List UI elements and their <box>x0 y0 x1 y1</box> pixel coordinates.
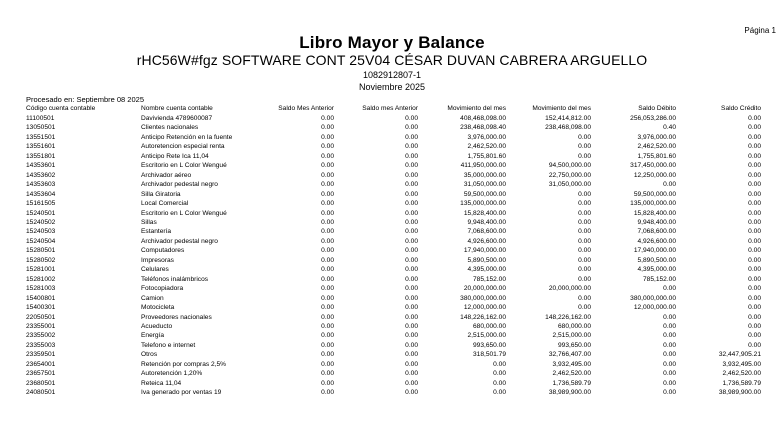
table-row <box>26 284 761 293</box>
company-nit: 1082912807-1 <box>362 70 422 80</box>
amount-cell: 17,940,000.00 <box>633 247 676 255</box>
amount-cell: 0.00 <box>748 341 761 349</box>
amount-cell: 0.00 <box>321 379 334 387</box>
amount-cell: 20,000,000.00 <box>548 285 591 293</box>
amount-cell: 0.00 <box>663 341 676 349</box>
table-row <box>26 313 761 322</box>
amount-cell: 0.00 <box>748 266 761 274</box>
ledger-table <box>26 104 761 398</box>
amount-cell: 0.00 <box>405 209 418 217</box>
amount-cell: 12,000,000.00 <box>463 304 506 312</box>
table-row <box>26 171 761 180</box>
amount-cell: 0.00 <box>663 360 676 368</box>
table-row <box>26 152 761 161</box>
amount-cell: 256,053,286.00 <box>630 115 676 122</box>
amount-cell: 3,976,000.00 <box>467 133 506 141</box>
table-row <box>26 303 761 312</box>
amount-cell: 0.00 <box>405 247 418 255</box>
table-row <box>26 265 761 274</box>
table-row <box>26 161 761 170</box>
account-name: Teléfonos inalámbricos <box>141 275 209 283</box>
account-code: 15281001 <box>26 266 56 274</box>
amount-cell: 0.00 <box>321 143 334 151</box>
account-name: Impresoras <box>141 256 174 264</box>
column-header: Saldo Débito <box>638 105 676 112</box>
amount-cell: 0.00 <box>405 389 418 397</box>
amount-cell: 0.00 <box>405 200 418 208</box>
amount-cell: 0.00 <box>748 313 761 321</box>
amount-cell: 2,462,520.00 <box>552 370 591 378</box>
amount-cell: 0.00 <box>321 370 334 378</box>
amount-cell: 17,940,000.00 <box>463 247 506 255</box>
table-row <box>26 123 761 132</box>
account-code: 15281003 <box>26 285 56 293</box>
account-code: 14353602 <box>26 171 56 179</box>
account-name: Iva generado por ventas 19 <box>141 389 222 397</box>
account-code: 13050501 <box>26 124 56 132</box>
amount-cell: 148,226,162.00 <box>460 313 506 321</box>
amount-cell: 0.00 <box>321 285 334 293</box>
account-name: Escritorio en L Color Wengué <box>141 209 227 217</box>
account-name: Local Comercial <box>141 200 189 208</box>
amount-cell: 4,926,600.00 <box>637 237 676 245</box>
amount-cell: 0.00 <box>405 351 418 359</box>
account-code: 23657501 <box>26 370 56 378</box>
amount-cell: 318,501.79 <box>472 351 506 359</box>
table-row <box>26 190 761 199</box>
amount-cell: 993,650.00 <box>472 341 506 349</box>
account-code: 14353603 <box>26 181 56 189</box>
account-code: 15400801 <box>26 294 56 302</box>
account-code: 14353604 <box>26 190 56 198</box>
account-name: Escritorio en L Color Wengué <box>141 162 227 170</box>
amount-cell: 0.00 <box>578 275 591 283</box>
amount-cell: 0.00 <box>321 389 334 397</box>
amount-cell: 0.00 <box>321 341 334 349</box>
amount-cell: 0.00 <box>405 162 418 170</box>
amount-cell: 0.00 <box>405 152 418 160</box>
column-header: Saldo Crédito <box>721 105 761 112</box>
amount-cell: 0.00 <box>748 133 761 141</box>
table-row <box>26 142 761 151</box>
amount-cell: 4,395,000.00 <box>467 266 506 274</box>
account-code: 13551601 <box>26 143 56 151</box>
amount-cell: 0.00 <box>663 332 676 340</box>
amount-cell: 0.00 <box>493 370 506 378</box>
amount-cell: 35,000,000.00 <box>463 171 506 179</box>
table-row <box>26 227 761 236</box>
amount-cell: 0.00 <box>321 115 334 122</box>
amount-cell: 0.00 <box>663 389 676 397</box>
amount-cell: 0.00 <box>405 322 418 330</box>
amount-cell: 0.00 <box>321 294 334 302</box>
amount-cell: 0.00 <box>493 379 506 387</box>
amount-cell: 0.00 <box>663 313 676 321</box>
account-code: 22050501 <box>26 313 56 321</box>
amount-cell: 12,250,000.00 <box>633 171 676 179</box>
amount-cell: 20,000,000.00 <box>463 285 506 293</box>
report-title: Libro Mayor y Balance <box>299 33 485 52</box>
amount-cell: 0.00 <box>321 124 334 132</box>
table-row <box>26 360 761 369</box>
amount-cell: 7,068,600.00 <box>637 228 676 236</box>
amount-cell: 317,450,000.00 <box>630 162 676 170</box>
amount-cell: 0.00 <box>321 351 334 359</box>
amount-cell: 0.00 <box>748 322 761 330</box>
amount-cell: 0.00 <box>405 256 418 264</box>
column-header: Nombre cuenta contable <box>141 105 213 112</box>
table-row <box>26 388 761 397</box>
table-row <box>26 331 761 340</box>
account-code: 23355002 <box>26 332 56 340</box>
amount-cell: 0.00 <box>405 332 418 340</box>
amount-cell: 1,736,589.79 <box>722 379 761 387</box>
table-row <box>26 341 761 350</box>
account-code: 15240503 <box>26 228 56 236</box>
amount-cell: 0.00 <box>405 143 418 151</box>
amount-cell: 2,462,520.00 <box>722 370 761 378</box>
amount-cell: 0.00 <box>748 181 761 189</box>
amount-cell: 0.00 <box>405 360 418 368</box>
amount-cell: 0.00 <box>578 209 591 217</box>
amount-cell: 1,755,801.60 <box>467 152 506 160</box>
amount-cell: 12,000,000.00 <box>633 304 676 312</box>
account-code: 23359501 <box>26 351 56 359</box>
amount-cell: 0.00 <box>748 237 761 245</box>
account-name: Proveedores nacionales <box>141 313 212 321</box>
amount-cell: 0.00 <box>748 275 761 283</box>
amount-cell: 0.00 <box>405 133 418 141</box>
amount-cell: 0.00 <box>578 256 591 264</box>
account-code: 14353601 <box>26 162 56 170</box>
amount-cell: 0.00 <box>493 389 506 397</box>
amount-cell: 0.00 <box>578 294 591 302</box>
amount-cell: 0.00 <box>748 218 761 226</box>
amount-cell: 94,500,000.00 <box>548 162 591 170</box>
account-name: Motocicleta <box>141 304 175 312</box>
amount-cell: 0.00 <box>748 256 761 264</box>
amount-cell: 59,500,000.00 <box>463 190 506 198</box>
amount-cell: 0.00 <box>663 322 676 330</box>
account-name: Celulares <box>141 266 169 274</box>
account-name: Archivador aéreo <box>141 171 192 179</box>
table-row <box>26 180 761 189</box>
account-code: 24080501 <box>26 389 56 397</box>
amount-cell: 0.00 <box>578 266 591 274</box>
amount-cell: 0.00 <box>663 351 676 359</box>
account-name: Retención por compras 2,5% <box>141 360 227 368</box>
amount-cell: 0.00 <box>748 115 761 122</box>
amount-cell: 0.00 <box>405 171 418 179</box>
amount-cell: 680,000.00 <box>557 322 591 330</box>
table-row <box>26 369 761 378</box>
amount-cell: 0.00 <box>321 247 334 255</box>
amount-cell: 0.00 <box>405 115 418 122</box>
account-code: 23355003 <box>26 341 56 349</box>
account-name: Acueducto <box>141 322 173 330</box>
amount-cell: 31,050,000.00 <box>463 181 506 189</box>
amount-cell: 0.00 <box>321 209 334 217</box>
amount-cell: 0.00 <box>578 190 591 198</box>
amount-cell: 0.00 <box>663 285 676 293</box>
table-row <box>26 199 761 208</box>
amount-cell: 0.00 <box>321 304 334 312</box>
account-code: 15240504 <box>26 237 56 245</box>
column-header: Movimiento del mes <box>532 105 591 112</box>
account-name: Computadores <box>141 247 185 255</box>
amount-cell: 0.00 <box>321 181 334 189</box>
amount-cell: 9,948,400.00 <box>637 218 676 226</box>
account-name: Clientes nacionales <box>141 124 199 132</box>
table-row <box>26 114 761 123</box>
amount-cell: 238,468,098.00 <box>545 124 591 132</box>
amount-cell: 0.00 <box>405 228 418 236</box>
amount-cell: 4,395,000.00 <box>637 266 676 274</box>
ledger-body <box>26 114 761 398</box>
amount-cell: 2,515,000.00 <box>467 332 506 340</box>
amount-cell: 0.00 <box>578 304 591 312</box>
amount-cell: 0.00 <box>321 266 334 274</box>
account-code: 15240501 <box>26 209 56 217</box>
amount-cell: 785,152.00 <box>472 275 506 283</box>
amount-cell: 0.00 <box>578 218 591 226</box>
amount-cell: 32,447,905.21 <box>718 351 761 359</box>
amount-cell: 0.00 <box>578 152 591 160</box>
column-header: Movimiento del mes <box>447 105 506 112</box>
processed-date: Procesado en: Septiembre 08 2025 <box>26 95 144 104</box>
amount-cell: 0.00 <box>748 294 761 302</box>
account-code: 15281002 <box>26 275 56 283</box>
amount-cell: 0.00 <box>748 190 761 198</box>
amount-cell: 0.00 <box>321 275 334 283</box>
amount-cell: 0.00 <box>321 162 334 170</box>
account-name: Archivador pedestal negro <box>141 181 218 189</box>
account-code: 15280502 <box>26 256 56 264</box>
account-name: Fotocopiadora <box>141 285 184 293</box>
report-period: Noviembre 2025 <box>358 82 426 92</box>
amount-cell: 0.00 <box>321 171 334 179</box>
account-name: Energía <box>141 332 165 340</box>
page-number: Página 1 <box>744 26 776 35</box>
amount-cell: 3,932,495.00 <box>722 360 761 368</box>
amount-cell: 0.00 <box>748 285 761 293</box>
account-name: Autoretencion especial renta <box>141 143 225 151</box>
amount-cell: 0.00 <box>321 256 334 264</box>
table-row <box>26 294 761 303</box>
amount-cell: 0.00 <box>405 370 418 378</box>
amount-cell: 0.00 <box>405 181 418 189</box>
amount-cell: 38,989,900.00 <box>548 389 591 397</box>
amount-cell: 380,000,000.00 <box>630 294 676 302</box>
account-code: 23654001 <box>26 360 56 368</box>
amount-cell: 0.00 <box>663 181 676 189</box>
account-code: 15161505 <box>26 200 56 208</box>
table-row <box>26 133 761 142</box>
amount-cell: 0.00 <box>663 379 676 387</box>
amount-cell: 152,414,812.00 <box>545 115 591 122</box>
account-name: Silla Giratoria <box>141 190 181 198</box>
account-name: Sillas <box>141 218 157 226</box>
amount-cell: 0.00 <box>578 200 591 208</box>
amount-cell: 1,736,589.79 <box>552 379 591 387</box>
column-header: Código cuenta contable <box>26 105 96 112</box>
amount-cell: 0.00 <box>405 294 418 302</box>
amount-cell: 0.00 <box>321 152 334 160</box>
account-code: 15400301 <box>26 304 56 312</box>
amount-cell: 0.00 <box>405 304 418 312</box>
amount-cell: 31,050,000.00 <box>548 181 591 189</box>
amount-cell: 0.00 <box>405 313 418 321</box>
amount-cell: 32,766,407.00 <box>548 351 591 359</box>
amount-cell: 411,950,000.00 <box>460 162 506 170</box>
account-code: 23680501 <box>26 379 56 387</box>
amount-cell: 785,152.00 <box>642 275 676 283</box>
account-code: 11100501 <box>26 115 55 122</box>
table-row <box>26 218 761 227</box>
amount-cell: 0.00 <box>748 124 761 132</box>
amount-cell: 15,828,400.00 <box>463 209 506 217</box>
account-name: Reteica 11,04 <box>141 379 182 387</box>
amount-cell: 0.00 <box>578 133 591 141</box>
account-code: 13551501 <box>26 133 56 141</box>
account-name: Anticipo Retención en la fuente <box>141 133 233 141</box>
amount-cell: 0.00 <box>748 332 761 340</box>
account-name: Estantería <box>141 228 172 236</box>
amount-cell: 0.00 <box>321 322 334 330</box>
amount-cell: 0.00 <box>405 341 418 349</box>
amount-cell: 15,828,400.00 <box>633 209 676 217</box>
table-row <box>26 379 761 388</box>
account-name: Anticipo Rete Ica 11,04 <box>141 152 209 160</box>
amount-cell: 0.00 <box>578 247 591 255</box>
amount-cell: 0.00 <box>578 143 591 151</box>
amount-cell: 9,948,400.00 <box>467 218 506 226</box>
amount-cell: 0.00 <box>321 200 334 208</box>
amount-cell: 0.00 <box>748 247 761 255</box>
amount-cell: 3,976,000.00 <box>637 133 676 141</box>
amount-cell: 0.00 <box>748 143 761 151</box>
amount-cell: 0.00 <box>748 304 761 312</box>
amount-cell: 135,000,000.00 <box>460 200 506 208</box>
amount-cell: 1,755,801.60 <box>637 152 676 160</box>
amount-cell: 7,068,600.00 <box>467 228 506 236</box>
amount-cell: 0.00 <box>405 218 418 226</box>
account-name: Davivienda 4789600087 <box>141 115 213 122</box>
amount-cell: 0.00 <box>578 228 591 236</box>
amount-cell: 0.00 <box>748 200 761 208</box>
amount-cell: 0.00 <box>405 285 418 293</box>
amount-cell: 0.00 <box>405 124 418 132</box>
amount-cell: 2,515,000.00 <box>552 332 591 340</box>
column-header: Saldo mes Anterior <box>362 105 418 112</box>
account-code: 13551801 <box>26 152 56 160</box>
amount-cell: 5,890,500.00 <box>637 256 676 264</box>
amount-cell: 0.00 <box>321 237 334 245</box>
account-code: 23355001 <box>26 322 56 330</box>
amount-cell: 148,226,162.00 <box>545 313 591 321</box>
amount-cell: 0.00 <box>748 152 761 160</box>
company-name: rHC56W#fgz SOFTWARE CONT 25V04 CÉSAR DUVAN CABRERA ARGUELLO <box>136 52 648 68</box>
amount-cell: 38,989,900.00 <box>718 389 761 397</box>
amount-cell: 2,462,520.00 <box>467 143 506 151</box>
amount-cell: 0.00 <box>748 171 761 179</box>
amount-cell: 0.00 <box>748 209 761 217</box>
amount-cell: 0.00 <box>405 237 418 245</box>
amount-cell: 0.00 <box>321 133 334 141</box>
table-header-row <box>26 104 761 114</box>
amount-cell: 993,650.00 <box>557 341 591 349</box>
table-row <box>26 322 761 331</box>
table-row <box>26 237 761 246</box>
amount-cell: 0.00 <box>405 379 418 387</box>
amount-cell: 680,000.00 <box>472 322 506 330</box>
amount-cell: 0.00 <box>578 237 591 245</box>
amount-cell: 380,000,000.00 <box>460 294 506 302</box>
amount-cell: 408,468,098.00 <box>460 115 506 122</box>
account-name: Otros <box>141 351 158 359</box>
amount-cell: 4,926,600.00 <box>467 237 506 245</box>
table-row <box>26 350 761 359</box>
amount-cell: 3,932,495.00 <box>552 360 591 368</box>
account-code: 15280501 <box>26 247 56 255</box>
amount-cell: 0.00 <box>321 218 334 226</box>
table-row <box>26 246 761 255</box>
amount-cell: 0.00 <box>493 360 506 368</box>
column-header: Saldo Mes Anterior <box>278 105 334 112</box>
amount-cell: 0.00 <box>748 162 761 170</box>
account-name: Archivador pedestal negro <box>141 237 218 245</box>
amount-cell: 5,890,500.00 <box>467 256 506 264</box>
amount-cell: 22,750,000.00 <box>548 171 591 179</box>
amount-cell: 59,500,000.00 <box>633 190 676 198</box>
amount-cell: 2,462,520.00 <box>637 143 676 151</box>
amount-cell: 0.00 <box>748 228 761 236</box>
table-row <box>26 275 761 284</box>
amount-cell: 135,000,000.00 <box>630 200 676 208</box>
amount-cell: 0.00 <box>321 228 334 236</box>
amount-cell: 0.00 <box>321 332 334 340</box>
table-row <box>26 209 761 218</box>
amount-cell: 0.00 <box>321 190 334 198</box>
account-name: Camion <box>141 294 164 302</box>
amount-cell: 238,468,098.40 <box>460 124 506 132</box>
amount-cell: 0.00 <box>321 360 334 368</box>
table-row <box>26 256 761 265</box>
account-name: Autoretención 1,20% <box>141 370 203 378</box>
account-name: Telefono e internet <box>141 341 196 349</box>
account-code: 15240502 <box>26 218 56 226</box>
amount-cell: 0.00 <box>663 370 676 378</box>
amount-cell: 0.00 <box>405 275 418 283</box>
amount-cell: 0.00 <box>321 313 334 321</box>
amount-cell: 0.00 <box>405 266 418 274</box>
amount-cell: 0.00 <box>405 190 418 198</box>
amount-cell: 0.40 <box>663 124 676 132</box>
